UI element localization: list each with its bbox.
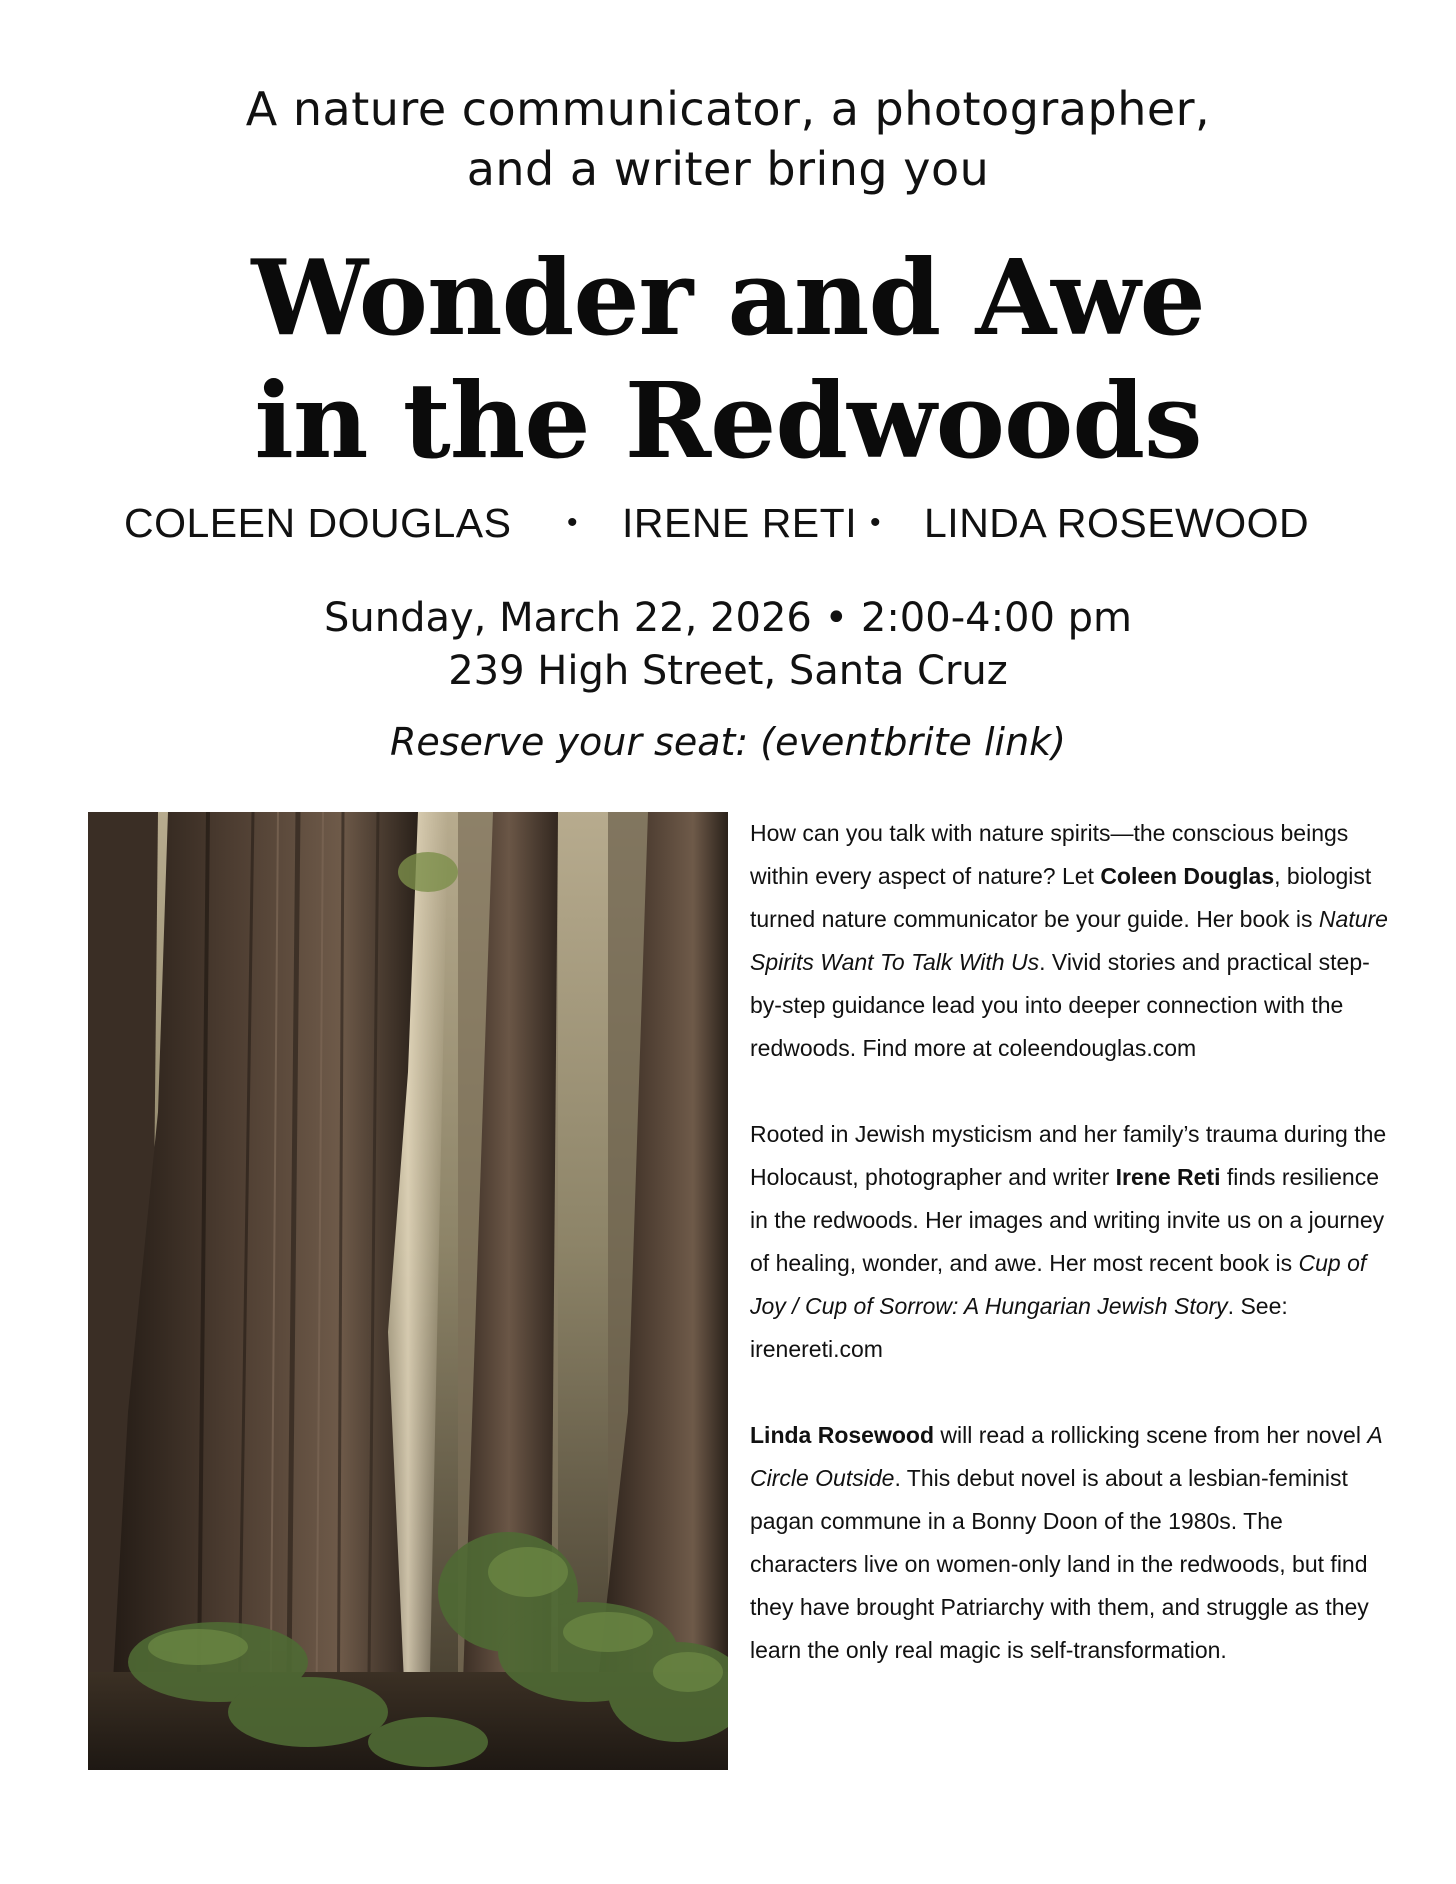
book-title: Cup of Joy / Cup of Sorrow: A Hungarian Jewish Story	[750, 1250, 1367, 1319]
redwood-forest-photo	[88, 812, 728, 1770]
paragraph-text: , biologist turned nature communicator be your guide. Her book is	[750, 863, 1372, 932]
coleen-douglas-description	[750, 812, 1390, 1070]
paragraph-text: . This debut novel is about a lesbian-feminist pagan commune in a Bonny Doon of the 1980s. The characters live on women-only land in the redwoods, but find they have brought Patriarchy with them, and struggle as they learn the only real magic is self-transformation.	[750, 1465, 1369, 1663]
event-title-line-1: Wonder and Awe	[251, 236, 1205, 359]
paragraph-text: will read a rollicking scene from her novel	[934, 1422, 1368, 1448]
event-title-line-2: in the Redwoods	[254, 359, 1202, 482]
linda-rosewood-description	[750, 1414, 1390, 1672]
event-date-time: Sunday, March 22, 2026 • 2:00-4:00 pm	[323, 595, 1133, 641]
reserve-seat-text: Reserve your seat: (eventbrite link)	[389, 720, 1067, 764]
event-address: 239 High Street, Santa Cruz	[448, 648, 1008, 694]
presenter-name: Coleen Douglas	[1100, 863, 1275, 889]
paragraph-text: finds resilience in the redwoods. Her images and writing invite us on a journey of healing, wonder, and awe. Her most recent book is	[750, 1164, 1385, 1276]
book-title: Nature Spirits Want To Talk With Us	[750, 906, 1388, 975]
paragraph-text: Rooted in Jewish mysticism and her family’s trauma during the Holocaust, photographer and writer	[750, 1121, 1387, 1190]
book-title: A Circle Outside	[750, 1422, 1382, 1491]
presenter-separator: •	[870, 506, 882, 539]
paragraph-text: . Vivid stories and practical step-by-step guidance lead you into deeper connection with the redwoods. Find more at coleendouglas.com	[750, 949, 1370, 1061]
paragraph-text: . See: irenereti.com	[750, 1293, 1288, 1362]
presenter-descriptions	[750, 812, 1390, 1715]
presenter-separator: •	[567, 506, 579, 539]
paragraph-text: How can you talk with nature spirits—the conscious beings within every aspect of nature? Let	[750, 820, 1349, 889]
presenter-irene-reti: IRENE RETI	[622, 500, 858, 546]
intro-line-2: and a writer bring you	[466, 142, 990, 196]
intro-line-1: A nature communicator, a photographer,	[245, 82, 1211, 136]
presenter-coleen-douglas: COLEEN DOUGLAS	[124, 500, 512, 546]
presenter-linda-rosewood: LINDA ROSEWOOD	[924, 500, 1310, 546]
presenter-name: Irene Reti	[1115, 1164, 1221, 1190]
presenter-name: Linda Rosewood	[750, 1422, 934, 1448]
presenter-list	[0, 498, 1456, 548]
redwood-forest-illustration	[88, 812, 728, 1770]
irene-reti-description	[750, 1113, 1390, 1371]
